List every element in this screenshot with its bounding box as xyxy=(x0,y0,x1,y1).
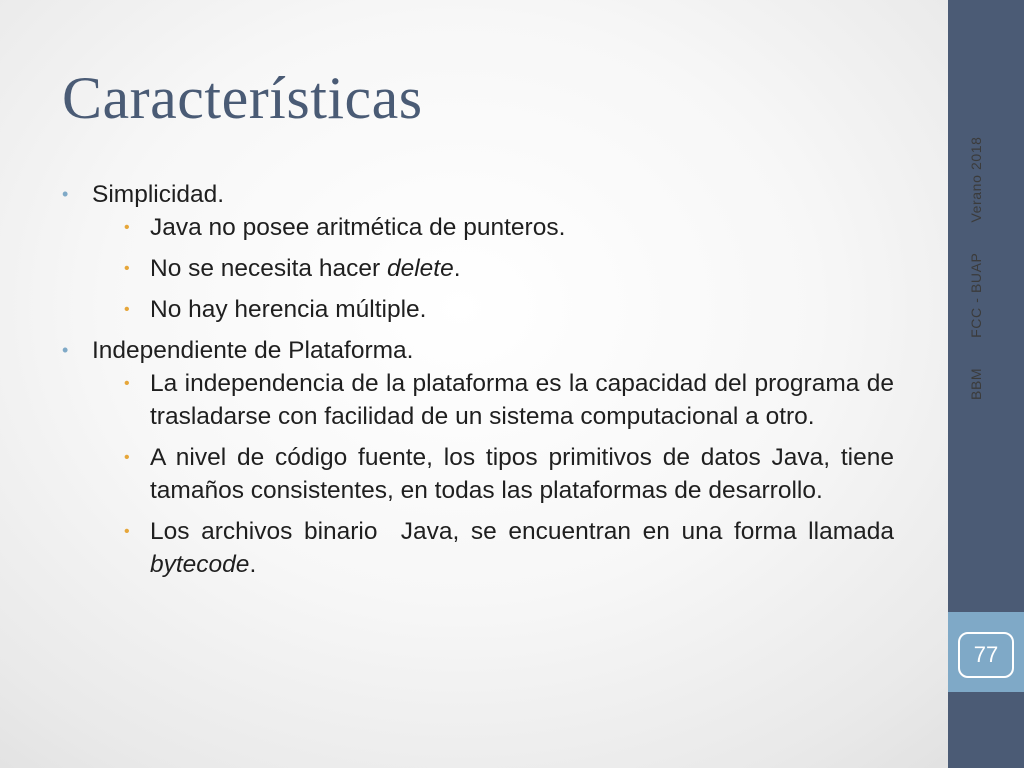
bullet-dot-icon: • xyxy=(62,340,69,360)
sub-bullet-dot-icon: • xyxy=(124,523,130,540)
sub-bullet xyxy=(124,515,901,581)
sub-bullet-dot-icon: • xyxy=(124,449,130,466)
bullet-independiente xyxy=(62,334,901,581)
bullet-text: Simplicidad. xyxy=(92,181,225,208)
sub-bullet-text: No se necesita hacer xyxy=(150,255,387,282)
sub-bullet-text: No hay herencia múltiple. xyxy=(150,296,427,323)
sub-bullet xyxy=(124,293,894,326)
slide-footer xyxy=(968,107,984,401)
footer-org: FCC - BUAP xyxy=(968,252,984,338)
sub-bullet-dot-icon: • xyxy=(124,219,130,236)
sub-bullet-text: Los archivos binario Java, se encuentran en una forma llamada xyxy=(150,518,901,545)
sub-bullet-text: La independencia de la plataforma es la capacidad del programa de trasladarse con facilidad de un sistema computacional a otro. xyxy=(150,370,894,430)
slide-title: Características xyxy=(62,65,423,131)
sub-bullet-dot-icon: • xyxy=(124,375,130,392)
bullet-simplicidad xyxy=(62,178,894,326)
sub-bullet-punct: . xyxy=(249,551,257,578)
sub-bullet-punct: . xyxy=(453,255,461,282)
sub-bullet-text: Java no posee aritmética de punteros. xyxy=(150,214,566,241)
bullet-text: Independiente de Plataforma. xyxy=(92,337,414,364)
sub-bullet-dot-icon: • xyxy=(124,301,130,318)
footer-date: Verano 2018 xyxy=(968,136,984,223)
sub-bullet-text: A nivel de código fuente, los tipos primitivos de datos Java, tiene tamaños consistentes, en todas las plataformas de desarrollo. xyxy=(150,444,894,504)
slide-body xyxy=(62,178,901,589)
sub-bullet xyxy=(124,367,894,433)
sub-bullet-dot-icon: • xyxy=(124,260,130,277)
sub-bullet xyxy=(124,441,894,507)
emphasis-bytecode: bytecode xyxy=(150,551,250,578)
footer-author: BBM xyxy=(968,367,984,400)
bullet-dot-icon: • xyxy=(62,184,69,204)
sub-bullet xyxy=(124,211,894,244)
sub-bullet-list xyxy=(92,211,894,326)
page-number: 77 xyxy=(958,632,1014,678)
sub-bullet xyxy=(124,252,894,285)
sub-bullet-list xyxy=(92,367,901,581)
emphasis-delete: delete xyxy=(386,255,454,282)
bullet-list xyxy=(62,178,901,581)
